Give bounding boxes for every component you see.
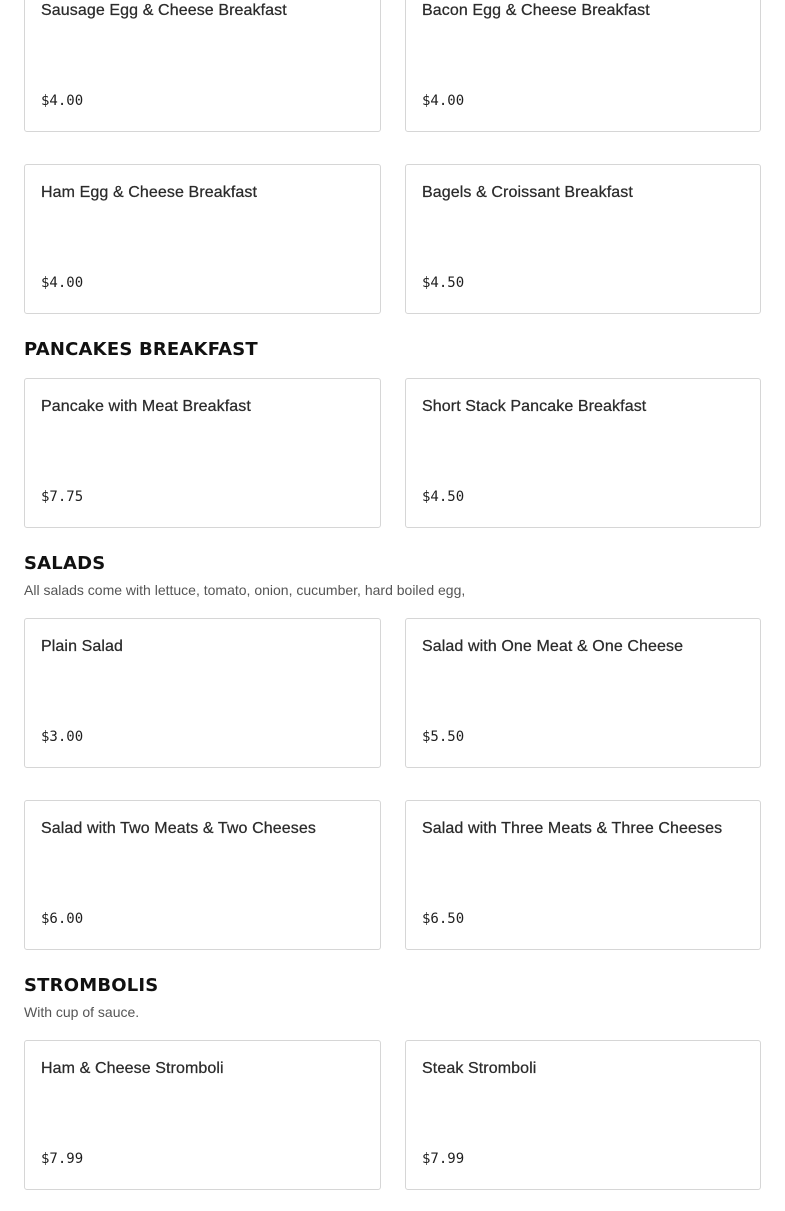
menu-item-name: Plain Salad [41, 638, 124, 655]
menu-item-price: $6.50 [422, 911, 465, 927]
menu-item-card[interactable] [405, 378, 761, 528]
menu-item-card[interactable] [405, 800, 761, 950]
menu-item-card[interactable] [24, 164, 381, 314]
menu-item-name: Ham & Cheese Stromboli [41, 1060, 224, 1077]
menu-item-price: $4.00 [422, 93, 465, 109]
menu-item-name: Steak Stromboli [422, 1060, 537, 1077]
menu-item-name: Salad with Two Meats & Two Cheeses [41, 820, 316, 837]
menu-item-name: Pancake with Meat Breakfast [41, 398, 251, 415]
menu-item-price: $7.99 [41, 1151, 84, 1167]
menu-item-name: Ham Egg & Cheese Breakfast [41, 184, 258, 201]
menu-item-name: Short Stack Pancake Breakfast [422, 398, 647, 415]
menu-item-card[interactable] [24, 800, 381, 950]
menu-item-price: $4.50 [422, 489, 465, 505]
menu-item-price: $4.00 [41, 275, 84, 291]
menu-item-name: Salad with One Meat & One Cheese [422, 638, 684, 655]
menu-item-card[interactable] [24, 378, 381, 528]
section-title-salads: SALADS [24, 553, 106, 574]
section-title-strombolis: STROMBOLIS [24, 975, 159, 996]
section-title-pancakes: PANCAKES BREAKFAST [24, 339, 258, 360]
menu-item-name: Salad with Three Meats & Three Cheeses [422, 820, 723, 837]
menu-item-card[interactable] [24, 0, 381, 132]
menu-item-card[interactable] [405, 1040, 761, 1190]
menu-item-card[interactable] [405, 164, 761, 314]
menu-item-name: Bagels & Croissant Breakfast [422, 184, 633, 201]
menu-item-price: $5.50 [422, 729, 465, 745]
menu-item-card[interactable] [24, 618, 381, 768]
menu-item-card[interactable] [24, 1040, 381, 1190]
menu-item-price: $3.00 [41, 729, 84, 745]
menu-item-price: $4.00 [41, 93, 84, 109]
menu-item-price: $6.00 [41, 911, 84, 927]
menu-item-price: $7.99 [422, 1151, 465, 1167]
menu-item-price: $7.75 [41, 489, 84, 505]
menu-item-name: Bacon Egg & Cheese Breakfast [422, 2, 650, 19]
section-description-strombolis: With cup of sauce. [24, 1004, 140, 1020]
menu-item-name: Sausage Egg & Cheese Breakfast [41, 2, 287, 19]
menu-item-price: $4.50 [422, 275, 465, 291]
menu-item-card[interactable] [405, 618, 761, 768]
section-description-salads: All salads come with lettuce, tomato, onion, cucumber, hard boiled egg, [24, 582, 466, 598]
menu-item-card[interactable] [405, 0, 761, 132]
